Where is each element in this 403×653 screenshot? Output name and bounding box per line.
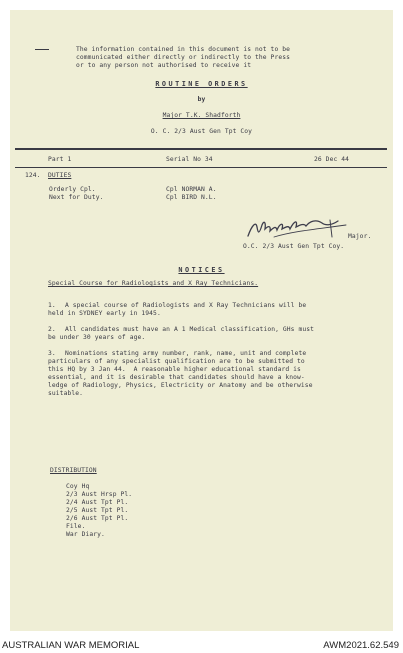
duty-name: Cpl NORMAN A. xyxy=(166,186,217,193)
document-title: ROUTINE ORDERS xyxy=(155,80,248,88)
paragraph-line: particulars of any specialist qualification are to be submitted to xyxy=(48,358,305,365)
order-date: 26 Dec 44 xyxy=(314,156,350,163)
paragraph-number: 2. xyxy=(48,326,56,333)
header-rule-top xyxy=(15,148,387,150)
paragraph-line: ledge of Radiology, Physics, Electricity or Anatomy and be otherwise xyxy=(48,382,313,389)
issuer-unit: O. C. 2/3 Aust Gen Tpt Coy xyxy=(150,128,253,135)
paragraph-line: A special course of Radiologists and X Ray Technicians will be xyxy=(65,302,307,309)
duty-role: Next for Duty. xyxy=(49,194,104,201)
handwritten-signature xyxy=(244,217,354,243)
notices-subheading: Special Course for Radiologists and X Ray Technicians. xyxy=(48,280,259,287)
distribution-heading: DISTRIBUTION xyxy=(50,467,97,474)
serial-number: Serial No 34 xyxy=(166,156,213,163)
archive-footer xyxy=(0,638,403,653)
paragraph-line: this HQ by 3 Jan 44. A reasonable higher educational standard is xyxy=(48,366,301,373)
by-label: by xyxy=(197,96,206,103)
document-sheet xyxy=(10,10,393,631)
security-notice-line-2: communicated either directly or indirectly to the Press xyxy=(76,54,291,61)
signature-unit: O.C. 2/3 Aust Gen Tpt Coy. xyxy=(243,243,345,250)
duties-number: 124. xyxy=(25,172,41,179)
notices-heading: NOTICES xyxy=(178,266,225,274)
issuer-name: Major T.K. Shadforth xyxy=(162,112,241,119)
header-rule-bottom xyxy=(15,167,387,168)
distribution-item: File. xyxy=(66,523,86,530)
security-notice-line-3: or to any person not authorised to receive it xyxy=(76,62,252,69)
paragraph-line: be under 30 years of age. xyxy=(48,334,146,341)
margin-dash xyxy=(35,49,49,50)
distribution-item: 2/4 Aust Tpt Pl. xyxy=(66,499,129,506)
duty-name: Cpl BIRD N.L. xyxy=(166,194,217,201)
signature-rank: Major. xyxy=(348,233,372,240)
paragraph-number: 1. xyxy=(48,302,56,309)
duty-role: Orderly Cpl. xyxy=(49,186,96,193)
accession-number: AWM2021.62.549 xyxy=(323,640,399,651)
paragraph-line: essential, and it is desirable that candidates should have a know- xyxy=(48,374,305,381)
distribution-item: 2/5 Aust Tpt Pl. xyxy=(66,507,129,514)
paragraph-line: held in SYDNEY early in 1945. xyxy=(48,310,161,317)
distribution-item: 2/6 Aust Tpt Pl. xyxy=(66,515,129,522)
archive-name: AUSTRALIAN WAR MEMORIAL xyxy=(2,640,140,651)
paragraph-number: 3. xyxy=(48,350,56,357)
security-notice-line-1: The information contained in this document is not to be xyxy=(76,46,291,53)
distribution-item: Coy Hq xyxy=(66,483,90,490)
paragraph-line: All candidates must have an A 1 Medical classification, GHs must xyxy=(65,326,315,333)
part-number: Part 1 xyxy=(48,156,72,163)
distribution-item: War Diary. xyxy=(66,531,105,538)
paragraph-line: suitable. xyxy=(48,390,84,397)
duties-heading: DUTIES xyxy=(48,172,72,179)
distribution-item: 2/3 Aust Hrsp Pl. xyxy=(66,491,133,498)
paragraph-line: Nominations stating army number, rank, name, unit and complete xyxy=(65,350,307,357)
